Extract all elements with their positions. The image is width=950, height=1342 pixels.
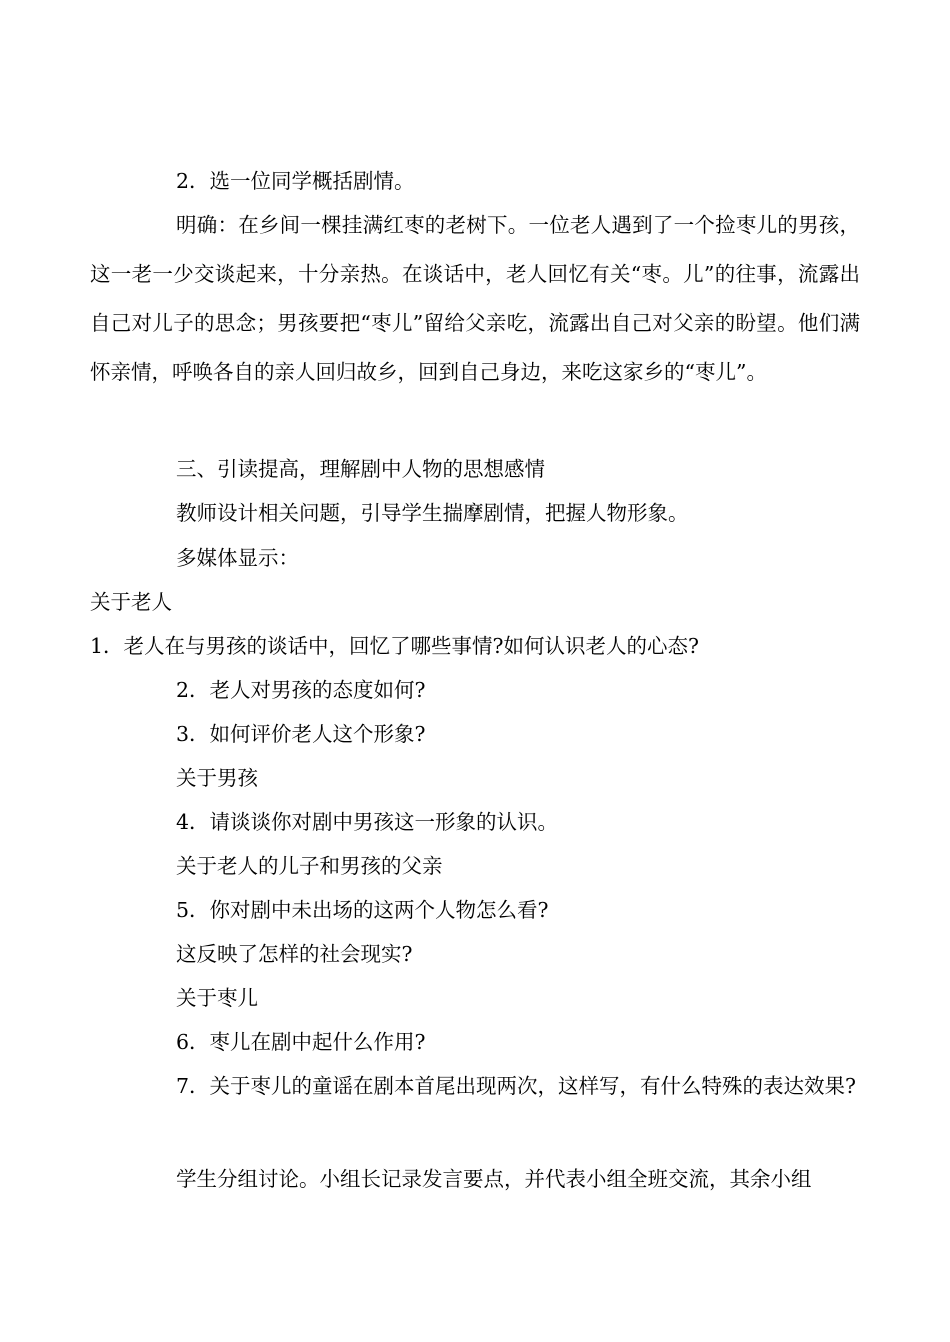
- question-2: 2．老人对男孩的态度如何?: [176, 678, 426, 702]
- multimedia-label: 多媒体显示：: [176, 546, 299, 570]
- about-old-man-heading: 关于老人: [90, 590, 172, 614]
- question-5: 5．你对剧中未出场的这两个人物怎么看?: [176, 898, 549, 922]
- question-5-followup: 这反映了怎样的社会现实?: [176, 942, 413, 966]
- question-4: 4．请谈谈你对剧中男孩这一形象的认识。: [176, 810, 559, 834]
- group-discussion-paragraph: 学生分组讨论。小组长记录发言要点，并代表小组全班交流，其余小组: [176, 1167, 812, 1191]
- section-3-heading: 三、引读提高，理解剧中人物的思想感情: [176, 457, 545, 481]
- question-3: 3．如何评价老人这个形象?: [176, 722, 426, 746]
- question-7: 7．关于枣儿的童谣在剧本首尾出现两次，这样写，有什么特殊的表达效果?: [176, 1074, 857, 1098]
- clarification-paragraph: 明确：在乡间一棵挂满红枣的老树下。一位老人遇到了一个捡枣儿的男孩，这一老一少交谈起来，十分亲热。在谈话中，老人回忆有关“枣。儿”的往事，流露出自己对儿子的思念；男孩要把“枣儿”留给父亲吃，流露出自己对父亲的盼望。他们满怀亲情，呼唤各自的亲人回归故乡，回到自己身边，来吃这家乡的“枣儿”。: [90, 213, 860, 384]
- step-2-heading: 2．选一位同学概括剧情。: [176, 169, 415, 193]
- teacher-instruction: 教师设计相关问题，引导学生揣摩剧情，把握人物形象。: [176, 501, 689, 525]
- about-jujube-heading: 关于枣儿: [176, 986, 258, 1010]
- about-boy-heading: 关于男孩: [176, 766, 258, 790]
- question-1: 1．老人在与男孩的谈话中，回忆了哪些事情?如何认识老人的心态?: [90, 634, 700, 658]
- question-6: 6．枣儿在剧中起什么作用?: [176, 1030, 426, 1054]
- about-son-and-father-heading: 关于老人的儿子和男孩的父亲: [176, 854, 443, 878]
